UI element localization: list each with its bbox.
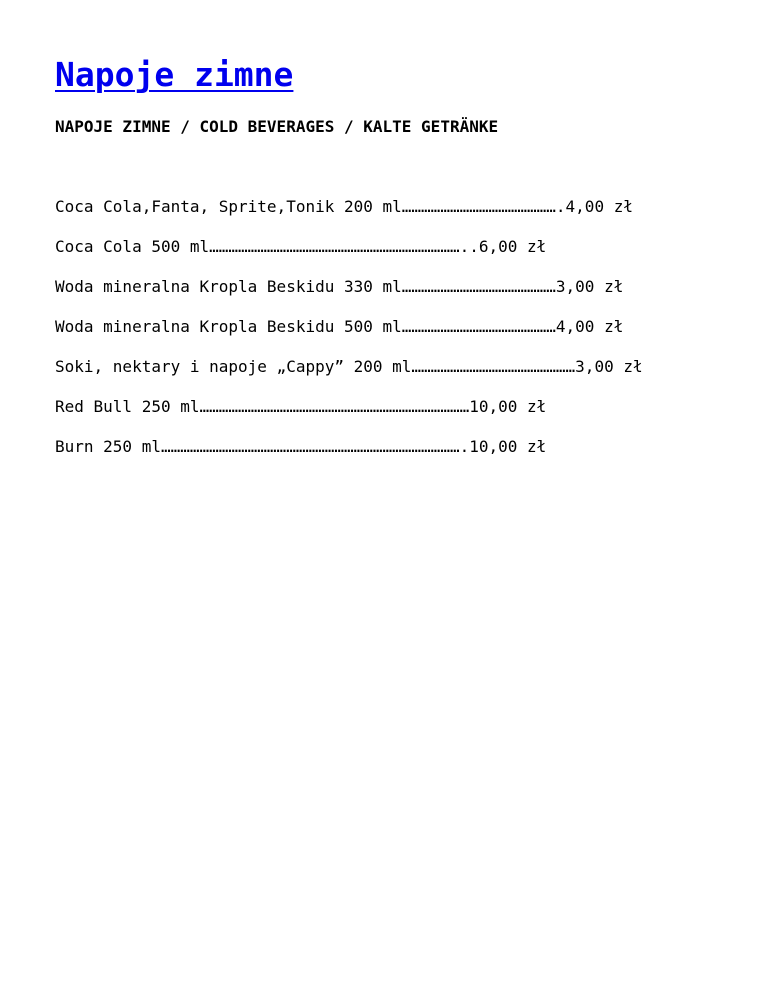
page-title-link[interactable]: Napoje zimne	[55, 55, 294, 94]
price-list-item: Soki, nektary i napoje „Cappy” 200 ml……………………………………………3,00 zł	[55, 357, 643, 376]
price-list	[55, 196, 643, 476]
price-list-item: Woda mineralna Kropla Beskidu 330 ml…………………………………………3,00 zł	[55, 277, 624, 296]
price-list-item: Coca Cola,Fanta, Sprite,Tonik 200 ml………………………………………….4,00 zł	[55, 197, 633, 216]
section-heading: NAPOJE ZIMNE / COLD BEVERAGES / KALTE GETRÄNKE	[55, 117, 499, 136]
price-list-item: Burn 250 ml………………………………………………………………………………….10,00 zł	[55, 437, 547, 456]
price-list-item: Woda mineralna Kropla Beskidu 500 ml…………………………………………4,00 zł	[55, 317, 624, 336]
price-list-item: Coca Cola 500 ml……………………………………………………………………..6,00 zł	[55, 237, 547, 256]
price-list-item: Red Bull 250 ml…………………………………………………………………………10,00 zł	[55, 397, 547, 416]
